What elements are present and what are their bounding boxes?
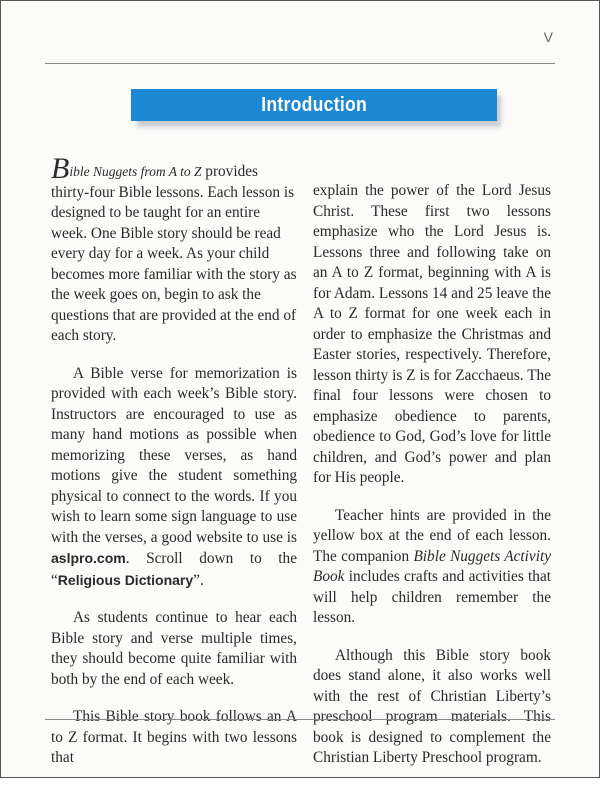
website-link[interactable]: aslpro.com xyxy=(51,550,126,566)
left-column xyxy=(51,152,297,786)
paragraph-program: Although this Bible story book does stand alone, it also works well with the rest of Christian Liberty’s preschool program materials. This book is designed to complement the Christian Liberty Preschool program. xyxy=(313,646,551,766)
paragraph-text: Teacher hints are provided in the yellow box at the end of each lesson. The companion xyxy=(313,506,551,565)
paragraph-repetition: As students continue to hear each Bible story and verse multiple times, they should become quite familiar with both by the end of each week. xyxy=(51,609,297,688)
paragraph-lessons: explain the power of the Lord Jesus Christ. These first two lessons emphasize who the Lord Jesus is. Lessons three and following take on an A to Z format, beginning with A is for Adam. Lessons 14 and 25 leave the A to Z format for one week each in order to emphasize the Christmas and Easter stories, respectively. Therefore, lesson thirty is Z is for Zacchaeus. The final four lessons were chosen to emphasize obedience to parents, obedience to God, God’s love for little children, and God’s power and plan for His people. xyxy=(313,182,551,486)
right-column xyxy=(313,181,551,786)
paragraph-intro xyxy=(51,152,297,347)
activity-book-title: Bible Nuggets Activity Book xyxy=(313,547,551,585)
paragraph-text: ”. xyxy=(193,571,204,589)
bottom-rule xyxy=(45,719,555,720)
paragraph-text: includes crafts and activities that will help children remember the lesson. xyxy=(313,568,551,626)
paragraph-text: . Scroll down to the “ xyxy=(51,550,297,589)
drop-cap: B xyxy=(51,152,70,185)
page-number: V xyxy=(543,29,553,45)
paragraph-text: A Bible verse for memorization is provided with each week’s Bible story. Instructors are encouraged to use as many hand motions as possible when memorizing these verses, as hand motions give the student something physical to connect to the words. If you wish to learn some sign language to use with the verses, a good website to use is xyxy=(51,364,297,546)
book-title: ible Nuggets from A to Z xyxy=(69,164,202,179)
section-title: Introduction xyxy=(261,93,367,116)
paragraph-verse xyxy=(51,364,297,592)
paragraph-text: provides thirty-four Bible lessons. Each lesson is designed to be taught for an entire week. One Bible story should be read every day for a week. As your child becomes more familiar with the story as the week goes on, begin to ask the questions that are provided at the end of each story. xyxy=(51,163,297,344)
dictionary-label: Religious Dictionary xyxy=(57,571,194,588)
paragraph-hints xyxy=(313,506,551,629)
section-banner xyxy=(131,89,497,121)
top-rule xyxy=(45,63,555,64)
paragraph-format: This Bible story book follows an A to Z format. It begins with two lessons that xyxy=(51,708,297,766)
